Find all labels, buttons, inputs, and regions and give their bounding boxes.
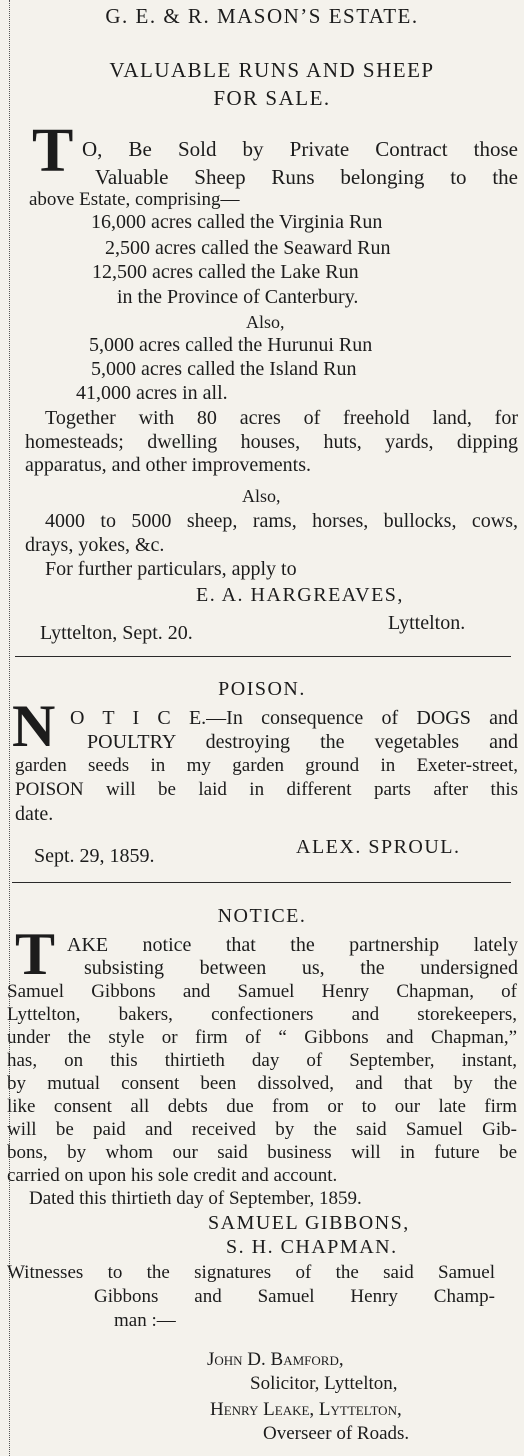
- ad3-line-5: under the style or firm of “ Gibbons and Chapman,”: [7, 1027, 517, 1048]
- ad1-agent: E. A. HARGREAVES,: [196, 584, 404, 606]
- ad2-line-2: POULTRY destroying the vegetables and: [87, 731, 518, 753]
- ad3-line-3: Samuel Gibbons and Samuel Henry Chapman, of: [7, 981, 517, 1002]
- ad3-dated: Dated this thirtieth day of September, 1859.: [29, 1188, 362, 1209]
- ad3-line-10: bons, by whom our said business will in future be: [7, 1142, 517, 1163]
- column-edge-line: [9, 0, 10, 1456]
- ad3-witness-title-2: Overseer of Roads.: [263, 1423, 410, 1444]
- ad2-drop-cap: N: [12, 693, 56, 759]
- ad1-run-2: 2,500 acres called the Seaward Run: [105, 237, 391, 259]
- ad1-together-3: apparatus, and other improvements.: [25, 454, 312, 476]
- ad1-intro-2: Valuable Sheep Runs belonging to the: [95, 165, 518, 189]
- ad1-title: G. E. & R. MASON’S ESTATE.: [105, 4, 419, 28]
- ad3-line-4: Lyttelton, bakers, confectioners and storekeepers,: [7, 1004, 517, 1025]
- ad1-stock-1: 4000 to 5000 sheep, rams, horses, bullocks, cows,: [45, 510, 518, 532]
- ad3-witness-1: Witnesses to the signatures of the said Samuel: [7, 1262, 495, 1283]
- ad1-total: 41,000 acres in all.: [76, 382, 228, 404]
- ad1-also-2: Also,: [242, 486, 281, 506]
- ad1-drop-cap: T: [32, 117, 74, 185]
- ad3-witness-name-2: Henry Leake, Lyttelton,: [210, 1399, 402, 1420]
- ad1-run-1: 16,000 acres called the Virginia Run: [91, 211, 383, 233]
- ad3-witness-3: man :—: [114, 1310, 176, 1331]
- ad1-together-1: Together with 80 acres of freehold land, for: [45, 407, 518, 429]
- ad2-signature: ALEX. SPROUL.: [296, 836, 461, 858]
- ad3-witness-2: Gibbons and Samuel Henry Champ-: [94, 1286, 495, 1307]
- ad3-line-2: subsisting between us, the undersigned: [84, 957, 518, 979]
- ad1-also-1: Also,: [246, 312, 285, 332]
- ad3-line-9: will be paid and received by the said Samuel Gib-: [7, 1119, 517, 1140]
- ad3-witness-name-1: John D. Bamford,: [207, 1349, 344, 1370]
- ad1-date: Lyttelton, Sept. 20.: [40, 622, 193, 644]
- ad1-heading-2: FOR SALE.: [213, 86, 331, 110]
- ad2-title: POISON.: [218, 678, 306, 700]
- ad1-agent-place: Lyttelton.: [388, 612, 466, 634]
- ad1-stock-2: drays, yokes, &c.: [25, 534, 165, 556]
- ad3-line-8: like consent all debts due from or to our late firm: [7, 1096, 517, 1117]
- ad3-signature-2: S. H. CHAPMAN.: [226, 1236, 398, 1258]
- ad3-line-6: has, on this thirtieth day of September, instant,: [7, 1050, 517, 1071]
- ad3-line-11: carried on upon his sole credit and account.: [7, 1165, 338, 1186]
- ad1-intro-3: above Estate, comprising—: [29, 189, 240, 210]
- ad1-intro-1: O, Be Sold by Private Contract those: [82, 137, 518, 161]
- ad1-run-3: 12,500 acres called the Lake Run: [92, 261, 359, 283]
- ad3-signature-1: SAMUEL GIBBONS,: [208, 1212, 410, 1234]
- ad1-heading-1: VALUABLE RUNS AND SHEEP: [109, 58, 435, 82]
- ad3-drop-cap: T: [15, 921, 56, 987]
- ad1-particulars: For further particulars, apply to: [45, 558, 297, 580]
- ad2-line-3: garden seeds in my garden ground in Exeter-street,: [15, 755, 518, 776]
- ad2-line-1: O T I C E.—In consequence of DOGS and: [70, 707, 518, 729]
- ad1-run-5: 5,000 acres called the Island Run: [91, 358, 357, 380]
- divider-rule: [15, 656, 511, 657]
- ad1-together-2: homesteads; dwelling houses, huts, yards, dipping: [25, 431, 518, 453]
- ad3-witness-title-1: Solicitor, Lyttelton,: [250, 1373, 398, 1394]
- ad1-run-4: 5,000 acres called the Hurunui Run: [89, 334, 373, 356]
- ad3-line-7: by mutual consent been dissolved, and that by the: [7, 1073, 517, 1094]
- ad3-title: NOTICE.: [217, 905, 307, 927]
- ad2-line-4: POISON will be laid in different parts after this: [15, 779, 518, 800]
- ad1-province: in the Province of Canterbury.: [117, 286, 359, 308]
- ad2-line-5: date.: [15, 803, 54, 825]
- divider-rule: [12, 882, 511, 883]
- ad3-line-1: AKE notice that the partnership lately: [67, 934, 518, 956]
- ad2-date: Sept. 29, 1859.: [34, 845, 155, 867]
